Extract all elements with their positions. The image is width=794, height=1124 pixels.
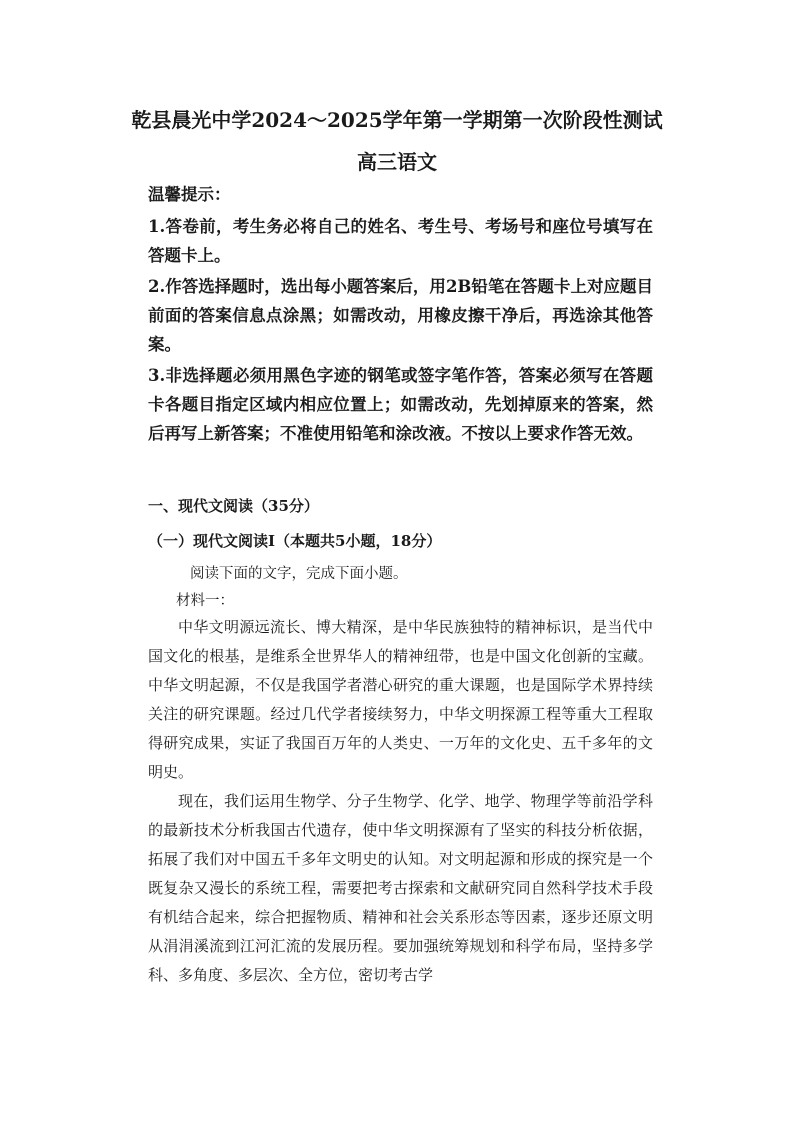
- passage-paragraph-2: 现在，我们运用生物学、分子生物学、化学、地学、物理学等前沿学科的最新技术分析我国古代遗存，使中华文明探源有了坚实的科技分析依据，拓展了我们对中国五千多年文明史的认知。对文明起源和形成的探究是一个既复杂又漫长的系统工程，需要把考古探索和文献研究同自然科学技术手段有机结合起来，综合把握物质、精神和社会关系形态等因素，逐步还原文明从涓涓溪流到江河汇流的发展历程。要加强统筹规划和科学布局，坚持多学科、多角度、多层次、全方位，密切考古学: [148, 792, 653, 984]
- tips-heading: 温馨提示：: [148, 185, 231, 204]
- section-heading: 一、现代文阅读（35分）: [148, 497, 319, 515]
- tip-item-2: 2.作答选择题时，选出每小题答案后，用2B铅笔在答题卡上对应题目前面的答案信息点涂黑；如需改动，用橡皮擦干净后，再选涂其他答案。: [148, 277, 653, 354]
- exam-subject: 高三语文: [357, 150, 437, 174]
- tip-item-1: 1.答卷前，考生务必将自己的姓名、考生号、考场号和座位号填写在答题卡上。: [148, 217, 653, 265]
- material-label: 材料一：: [176, 593, 234, 609]
- exam-title: 乾县晨光中学2024～2025学年第一学期第一次阶段性测试: [131, 108, 663, 132]
- passage-paragraph-1: 中华文明源远流长、博大精深，是中华民族独特的精神标识，是当代中国文化的根基，是维系全世界华人的精神纽带，也是中国文化创新的宝藏。中华文明起源，不仅是我国学者潜心研究的重大课题，也是国际学术界持续关注的研究课题。经过几代学者接续努力，中华文明探源工程等重大工程取得研究成果，实证了我国百万年的人类史、一万年的文化史、五千多年的文明史。: [148, 618, 653, 781]
- tip-item-3: 3.非选择题必须用黑色字迹的钢笔或签字笔作答，答案必须写在答题卡各题目指定区域内相应位置上；如需改动，先划掉原来的答案，然后再写上新答案；不准使用铅笔和涂改液。不按以上要求作答无效。: [148, 366, 653, 443]
- tips-block: [148, 180, 653, 450]
- reading-instruction: 阅读下面的文字，完成下面小题。: [190, 566, 408, 582]
- passage-body: [148, 613, 653, 990]
- section-subheading: （一）现代文阅读Ⅰ（本题共5小题，18分）: [148, 532, 442, 550]
